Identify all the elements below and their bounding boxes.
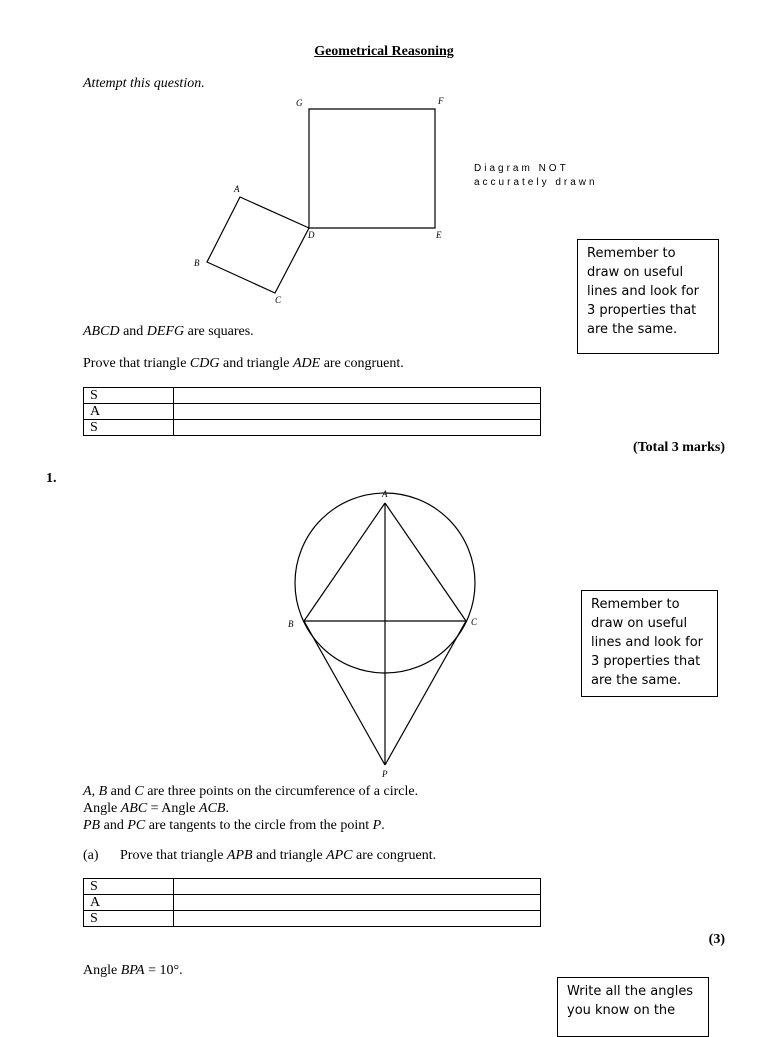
page-title: Geometrical Reasoning: [314, 44, 454, 59]
answer-cell[interactable]: [174, 388, 541, 404]
diagram-not-accurate-note: Diagram NOT accurately drawn: [474, 163, 598, 188]
total-marks: (Total 3 marks): [632, 440, 725, 455]
line-ac: [385, 503, 466, 621]
description-line-1: A, B and C are three points on the circumference of a circle.: [83, 784, 419, 799]
label-a: A: [382, 489, 388, 499]
label-f: F: [438, 96, 444, 106]
hint-note-2: Remember to draw on useful lines and look for 3 properties that are the same.: [581, 590, 718, 697]
sas-table-2: [83, 878, 541, 927]
part-a-marks: (3): [708, 932, 725, 947]
circle-tangent-diagram: [280, 485, 490, 785]
sas-table-1: [83, 387, 541, 436]
hint-note-1: Remember to draw on useful lines and look for 3 properties that are the same.: [577, 239, 719, 354]
label-c: C: [275, 295, 282, 305]
circle-description: [83, 783, 418, 834]
table-row: S: [84, 420, 541, 436]
prove-statement: Prove that triangle CDG and triangle ADE are congruent.: [83, 356, 404, 371]
label-b: B: [288, 619, 294, 629]
label-e: E: [436, 230, 442, 240]
table-row: S: [84, 911, 541, 927]
answer-cell[interactable]: [174, 911, 541, 927]
description-line-3: PB and PC are tangents to the circle from the point P.: [83, 818, 385, 833]
label-g: G: [296, 98, 303, 108]
squares-statement: ABCD and DEFG are squares.: [83, 324, 254, 339]
table-row: S: [84, 879, 541, 895]
table-row: S: [84, 388, 541, 404]
instruction-text: Attempt this question.: [83, 76, 205, 91]
question-number: 1.: [46, 471, 57, 486]
table-row: A: [84, 895, 541, 911]
description-line-2: Angle ABC = Angle ACB.: [83, 801, 229, 816]
label-p: P: [382, 769, 388, 779]
part-a-statement: Prove that triangle APB and triangle APC are congruent.: [120, 848, 437, 863]
square-defg: [309, 109, 435, 228]
line-ab: [304, 503, 385, 621]
table-row: A: [84, 404, 541, 420]
squares-diagram: [185, 90, 455, 305]
label-b: B: [194, 258, 200, 268]
part-a-label: (a): [83, 848, 99, 863]
label-d: D: [308, 230, 315, 240]
tangent-pc: [385, 621, 466, 765]
label-c: C: [471, 617, 478, 627]
answer-cell[interactable]: [174, 420, 541, 436]
angle-statement: Angle BPA = 10°.: [83, 963, 183, 978]
label-a: A: [234, 184, 240, 194]
tangent-pb: [304, 621, 385, 765]
answer-cell[interactable]: [174, 879, 541, 895]
square-abcd: [207, 197, 309, 293]
answer-cell[interactable]: [174, 895, 541, 911]
answer-cell[interactable]: [174, 404, 541, 420]
angle-hint-note: Write all the angles you know on the: [557, 977, 709, 1037]
